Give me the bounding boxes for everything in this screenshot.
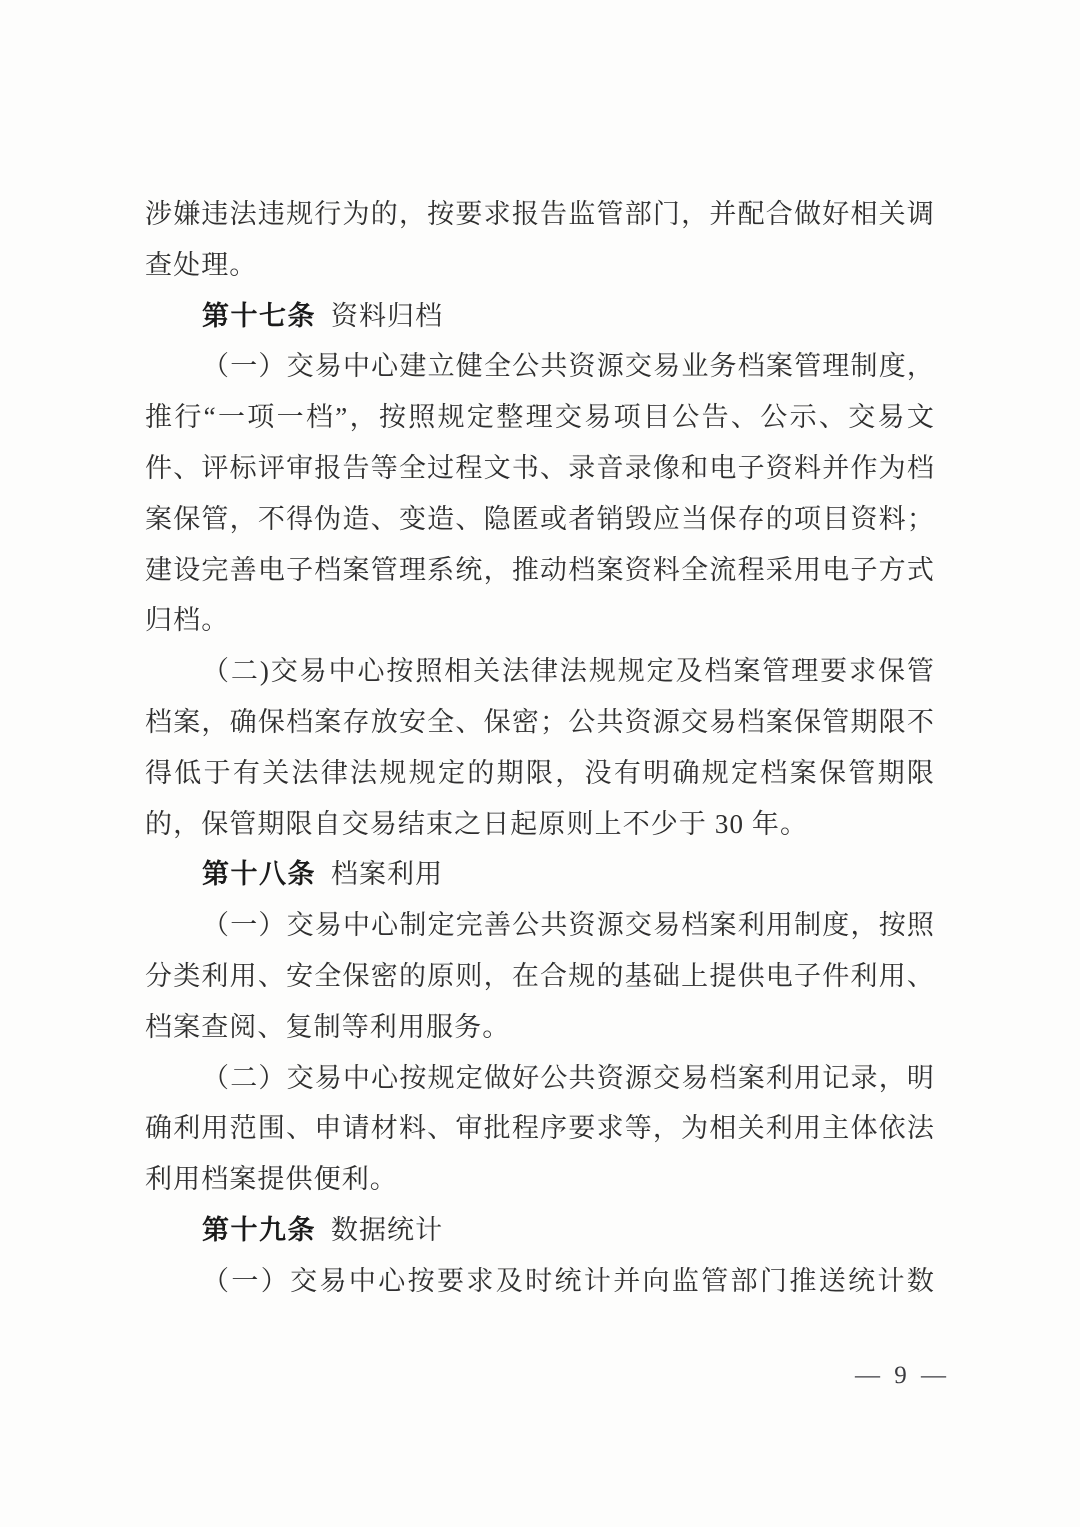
text-line: 的，保管期限自交易结束之日起原则上不少于 30 年。 — [145, 808, 809, 839]
text-line: 推行“一项一档”，按照规定整理交易项目公告、公示、交易文 — [145, 402, 935, 433]
text-line: （二)交易中心按照相关法律法规规定及档案管理要求保管 — [202, 656, 935, 687]
text-line: （二）交易中心按规定做好公共资源交易档案利用记录，明 — [202, 1062, 935, 1093]
article-title: 档案利用 — [330, 859, 444, 890]
text-line: 确利用范围、申请材料、审批程序要求等，为相关利用主体依法 — [145, 1113, 935, 1144]
text-line: 分类利用、安全保密的原则，在合规的基础上提供电子件利用、 — [145, 960, 935, 991]
text-line: （一）交易中心建立健全公共资源交易业务档案管理制度， — [202, 351, 935, 382]
text-line: （一）交易中心按要求及时统计并向监管部门推送统计数 — [202, 1265, 935, 1296]
text-line: 利用档案提供便利。 — [145, 1164, 398, 1195]
text-line: 档案查阅、复制等利用服务。 — [145, 1011, 511, 1042]
article-number-label: 第十九条 — [202, 1214, 316, 1245]
article-title: 资料归档 — [330, 300, 444, 331]
text-line: 档案，确保档案存放安全、保密；公共资源交易档案保管期限不 — [145, 706, 935, 737]
text-line: 归档。 — [145, 605, 230, 636]
article-number-label: 第十七条 — [202, 300, 316, 331]
article-title: 数据统计 — [330, 1214, 444, 1245]
text-line: （一）交易中心制定完善公共资源交易档案利用制度，按照 — [202, 910, 935, 941]
document-body — [145, 189, 935, 1307]
text-line: 案保管，不得伪造、变造、隐匿或者销毁应当保存的项目资料； — [145, 503, 935, 534]
article-heading — [145, 291, 935, 342]
text-line: 件、评标评审报告等全过程文书、录音录像和电子资料并作为档 — [145, 452, 935, 483]
article-heading — [145, 849, 935, 900]
page-number: — 9 — — [855, 1362, 950, 1389]
article-heading — [145, 1205, 935, 1256]
text-line: 涉嫌违法违规行为的，按要求报告监管部门，并配合做好相关调 — [145, 199, 935, 229]
text-line: 查处理。 — [145, 249, 258, 280]
text-line: 得低于有关法律法规规定的期限，没有明确规定档案保管期限 — [145, 757, 935, 788]
text-line: 建设完善电子档案管理系统，推动档案资料全流程采用电子方式 — [145, 554, 935, 585]
article-number-label: 第十八条 — [202, 859, 316, 890]
